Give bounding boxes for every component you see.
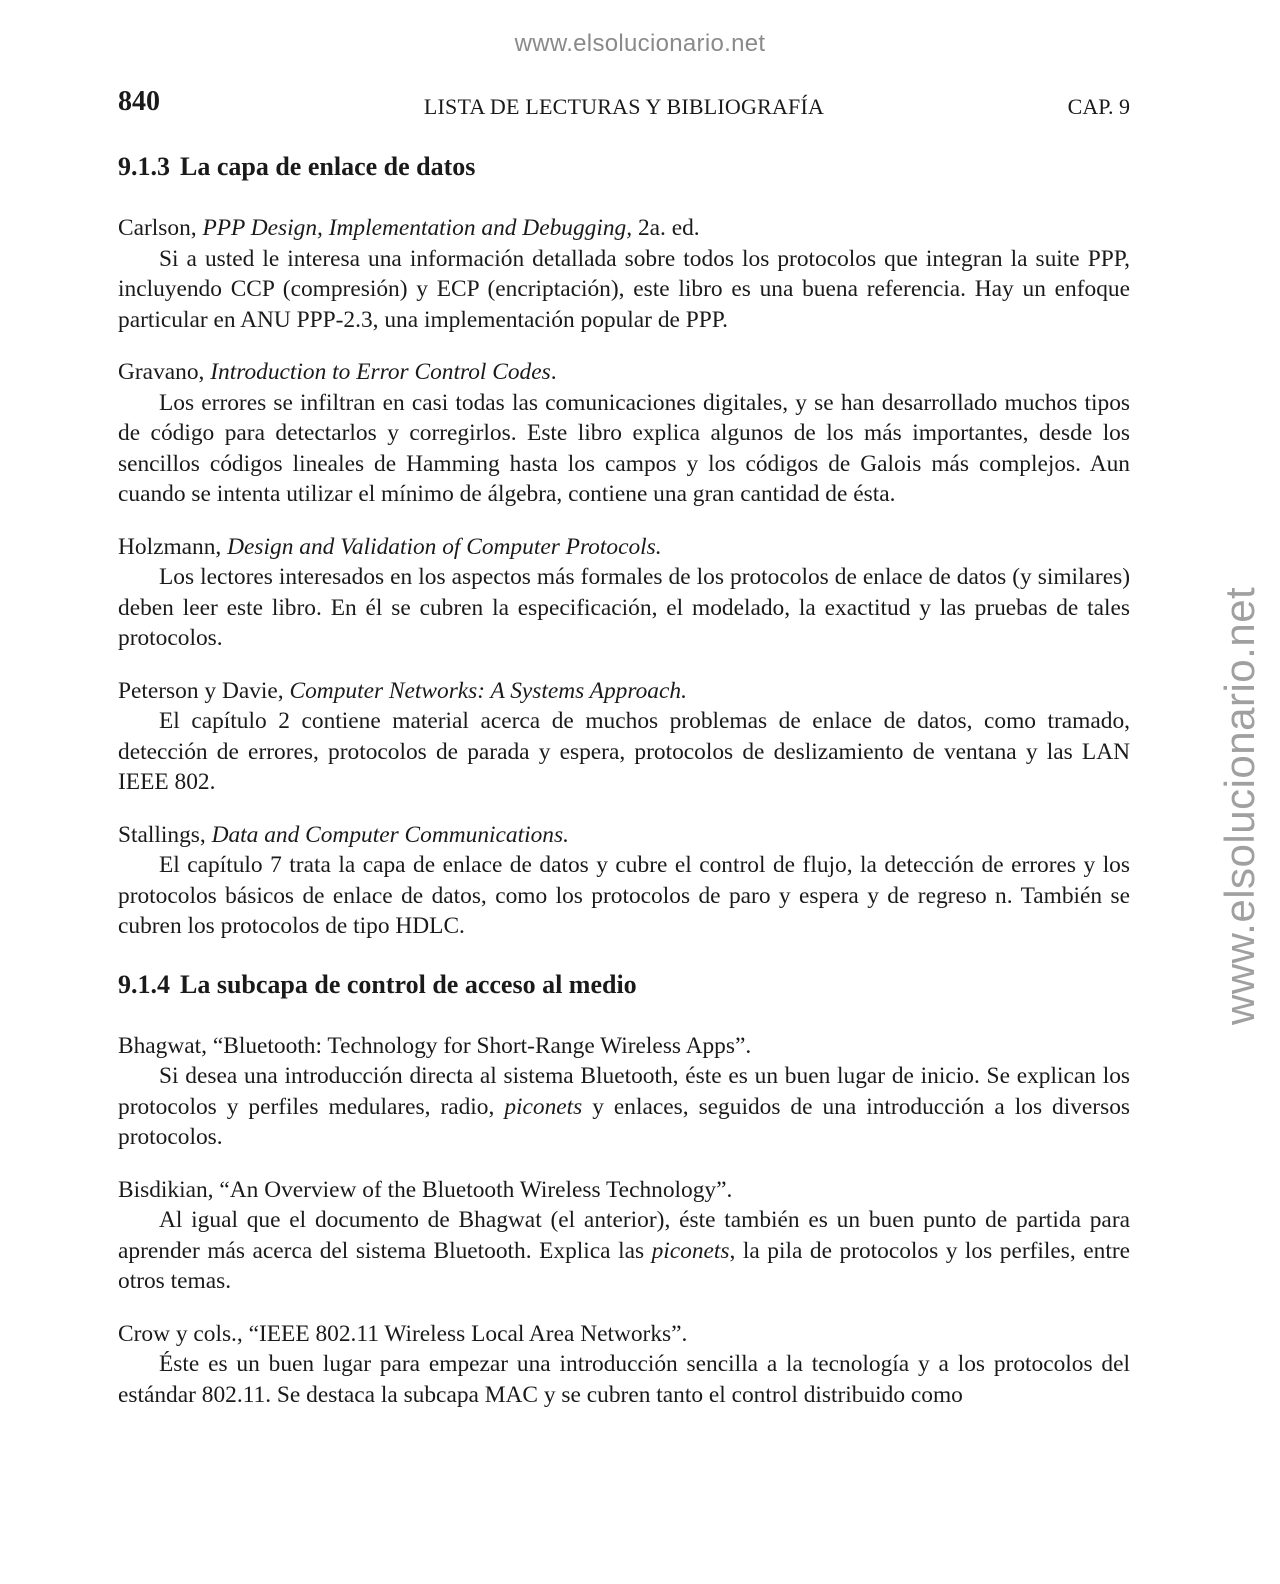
citation-title: Data and Computer Communications. <box>211 821 569 848</box>
citation-title: Introduction to Error Control Codes <box>210 359 551 385</box>
citation <box>118 1319 1130 1350</box>
bibliography-entry <box>118 532 1130 654</box>
page-number: 840 <box>118 86 160 117</box>
citation-author: Stallings, <box>118 821 212 848</box>
citation-title: “IEEE 802.11 Wireless Local Area Networks”. <box>248 1320 688 1347</box>
citation-title: PPP Design, Implementation and Debugging, <box>202 215 633 241</box>
citation-title: “Bluetooth: Technology for Short-Range Wireless Apps”. <box>212 1032 752 1059</box>
annotation: Los errores se infiltran en casi todas las comunicaciones digitales, y se han desarrollado muchos tipos de código para detectarlos y corregirlos. Este libro explica algunos de los más importantes, desde los sencillos códigos lineales de Hamming hasta los campos y los códigos de Galois más complejos. Aun cuando se intenta utilizar el mínimo de álgebra, contiene una gran cantidad de ésta. <box>118 389 1130 507</box>
citation-title: Computer Networks: A Systems Approach. <box>289 677 687 704</box>
section-title: La subcapa de control de acceso al medio <box>180 969 637 999</box>
watermark-top: www.elsolucionario.net <box>514 30 766 57</box>
bibliography-entry <box>118 820 1130 942</box>
citation-author: Holzmann, <box>118 533 228 560</box>
annotation <box>118 1061 1130 1153</box>
page-body <box>118 148 1130 1432</box>
citation-title: Design and Validation of Computer Protocols. <box>227 533 662 560</box>
running-head <box>118 86 1130 120</box>
annotation <box>118 1205 1130 1297</box>
citation-suffix: 2a. ed. <box>632 215 700 241</box>
citation <box>118 676 1130 707</box>
annotation-text: Si desea una introducción directa al sistema Bluetooth, éste es un buen lugar de inicio. Se explican los protocolos y perfiles medulares, radio, <box>118 1063 1130 1120</box>
chapter-reference: CAP. 9 <box>1067 94 1130 119</box>
section-heading <box>118 966 1130 1004</box>
citation-suffix: . <box>550 359 557 385</box>
citation <box>118 1175 1130 1206</box>
annotation: Éste es un buen lugar para empezar una introducción sencilla a la tecnología y a los protocolos del estándar 802.11. Se destaca la subcapa MAC y se cubren tanto el control distribuido como <box>118 1351 1130 1408</box>
citation-author: Crow y cols., <box>118 1320 249 1347</box>
citation <box>118 820 1130 851</box>
annotation-emphasis: piconets <box>504 1093 583 1120</box>
bibliography-entry <box>118 1031 1130 1153</box>
citation-author: Peterson y Davie, <box>118 677 290 704</box>
citation-author: Bhagwat, <box>118 1032 213 1059</box>
bibliography-entry <box>118 357 1130 510</box>
section-number: 9.1.4 <box>118 969 170 999</box>
citation <box>118 213 1130 244</box>
annotation-text: Al igual que el documento de Bhagwat (el anterior), éste también es un buen punto de partida para aprender más acerca del sistema Bluetooth. Explica las <box>118 1207 1130 1264</box>
annotation-emphasis: piconets <box>651 1237 730 1264</box>
running-title: LISTA DE LECTURAS Y BIBLIOGRAFÍA <box>423 94 825 119</box>
section-title: La capa de enlace de datos <box>180 152 476 181</box>
citation <box>118 1031 1130 1062</box>
citation-author: Bisdikian, <box>118 1176 220 1203</box>
citation <box>118 357 1130 388</box>
citation-author: Carlson, <box>118 215 203 241</box>
citation <box>118 532 1130 563</box>
citation-title: “An Overview of the Bluetooth Wireless Technology”. <box>219 1176 733 1203</box>
annotation-text: y enlaces, seguidos de una introducción a los diversos protocolos. <box>118 1093 1130 1150</box>
citation-author: Gravano, <box>118 359 211 385</box>
section-number: 9.1.3 <box>118 152 170 181</box>
annotation: El capítulo 7 trata la capa de enlace de datos y cubre el control de flujo, la detección de errores y los protocolos básicos de enlace de datos, como los protocolos de paro y espera y de regreso n. También se cubren los protocolos de tipo HDLC. <box>118 852 1130 939</box>
section-heading <box>118 148 1130 186</box>
annotation-text: , la pila de protocolos y los perfiles, entre otros temas. <box>118 1237 1130 1294</box>
bibliography-entry <box>118 1319 1130 1411</box>
annotation: El capítulo 2 contiene material acerca de muchos problemas de enlace de datos, como tramado, detección de errores, protocolos de parada y espera, protocolos de deslizamiento de ventana y las LAN IEEE 802. <box>118 708 1130 795</box>
watermark-side: www.elsolucionario.net <box>1216 586 1263 1025</box>
annotation: Si a usted le interesa una información detallada sobre todos los protocolos que integran la suite PPP, incluyendo CCP (compresión) y ECP (encriptación), este libro es una buena referencia. Hay un enfoque particular en ANU PPP-2.3, una implementación popular de PPP. <box>118 245 1130 333</box>
bibliography-entry <box>118 213 1130 335</box>
bibliography-entry <box>118 1175 1130 1297</box>
bibliography-entry <box>118 676 1130 798</box>
annotation: Los lectores interesados en los aspectos más formales de los protocolos de enlace de datos (y similares) deben leer este libro. En él se cubren la especificación, el modelado, la exactitud y las pruebas de tales protocolos. <box>118 564 1130 651</box>
